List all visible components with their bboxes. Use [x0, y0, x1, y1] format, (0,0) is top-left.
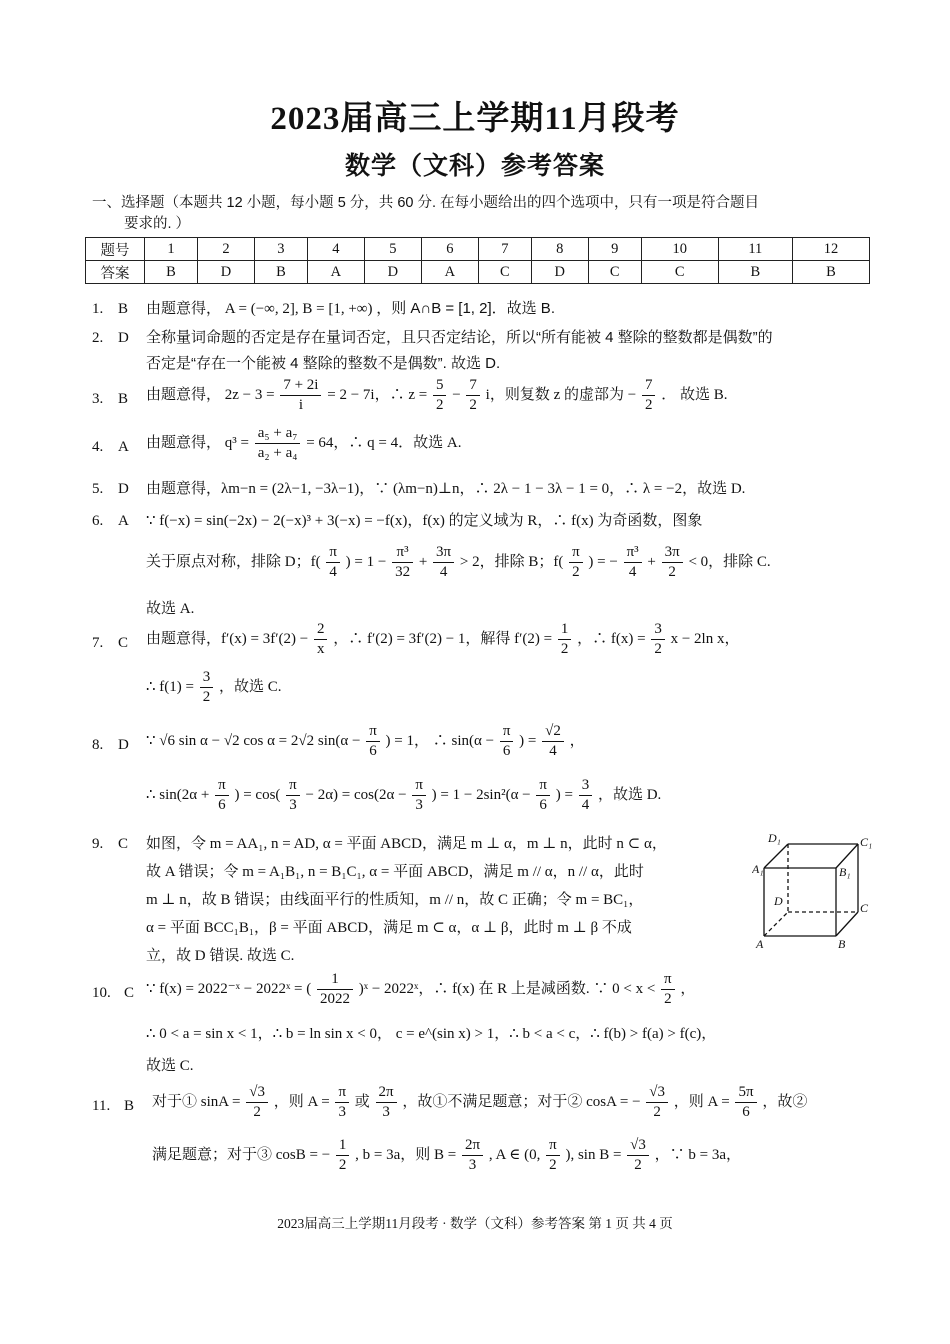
denominator: 4 [549, 743, 557, 759]
fraction [624, 543, 642, 582]
fraction [466, 376, 480, 415]
table-cell: 3 [254, 238, 307, 261]
solution-text: 全称量词命题的否定是存在量词否定，且只否定结论，所以“所有能被 4 整除的整数都是偶数”的 [146, 329, 773, 346]
table-cell: D [531, 261, 588, 284]
solution-number: 11. [92, 1098, 111, 1114]
solution-math: ) = 1， ∴ sin(α − [385, 732, 495, 749]
solution-math: ∴ sin(2α + [146, 786, 210, 803]
cube-figure [752, 828, 877, 953]
solution-math: x − 2ln x， [670, 630, 740, 647]
denominator: 3 [289, 797, 297, 813]
solution-text: ，则 A∩B = [1, 2]．故选 B. [376, 300, 555, 317]
solution-math: i，则复数 z 的虚部为 − [485, 386, 637, 403]
solution-math: q³ = [224, 434, 249, 451]
solution-text: ，∴ f′(2) = 3f′(2) − 1，解得 f′(2) = [333, 630, 553, 647]
vertex-label-C: C [860, 901, 869, 915]
solution-10-line1 [146, 970, 695, 1009]
fraction [627, 1136, 649, 1175]
denominator: 2 [668, 564, 676, 580]
denominator: 2 [653, 1104, 661, 1120]
solution-text: α = 平面 BCC₁B₁，β = 平面 ABCD，满足 m ⊂ α，α ⊥ β，此时 m ⊥ β 不成 [146, 920, 632, 936]
denominator: 32 [395, 564, 411, 580]
solution-number: 6. [92, 513, 104, 529]
table-cell: 8 [531, 238, 588, 261]
solution-math: ， [569, 732, 585, 749]
table-cell: 12 [792, 238, 869, 261]
solution-9 [92, 830, 692, 970]
solution-math: ∵ f(x) = 2022⁻ˣ − 2022ˣ = ( [146, 980, 312, 997]
fraction [642, 376, 656, 415]
numerator: √2 [542, 722, 564, 742]
denominator: 3 [338, 1104, 346, 1120]
solution-answer: B [124, 1098, 135, 1114]
solution-11-line1 [152, 1083, 807, 1122]
table-cell: B [254, 261, 307, 284]
table-cell: B [792, 261, 869, 284]
denominator: 6 [218, 797, 226, 813]
answer-table-number-row [86, 238, 870, 261]
denominator: 3 [468, 1157, 477, 1173]
denominator: 4 [329, 564, 337, 580]
solution-answer: C [118, 836, 129, 852]
numerator: 2π [376, 1083, 397, 1103]
table-cell: C [478, 261, 531, 284]
fraction [646, 1083, 668, 1122]
numerator: 1 [317, 970, 353, 990]
table-cell: 11 [718, 238, 792, 261]
denominator: a₂ + a₄ [257, 445, 298, 461]
fraction [542, 722, 564, 761]
vertex-label-D1: D₁ [768, 831, 781, 845]
denominator: 6 [742, 1104, 750, 1120]
solution-10-line2: ∴ 0 < a = sin x < 1，∴ b = ln sin x < 0， c = e^(sin x) > 1，∴ b < a < c，∴ f(b) > f(a) > f(c)， [146, 1026, 717, 1042]
vertex-label-B1: B₁ [839, 865, 851, 879]
numerator: π [546, 1136, 560, 1156]
numerator: √3 [646, 1083, 668, 1103]
solution-number: 2. [92, 330, 104, 346]
numerator: 7 + 2i [280, 376, 321, 396]
numerator: π³ [624, 543, 642, 563]
fraction [546, 1136, 560, 1175]
solution-8-line1 [146, 722, 585, 761]
denominator: 2 [572, 564, 580, 580]
numerator: π [569, 543, 583, 563]
numerator: 7 [466, 376, 480, 396]
solution-text: ，故选 D. [597, 786, 662, 803]
numerator: π [661, 970, 675, 990]
denominator: 2 [435, 397, 444, 413]
numerator: 2π [462, 1136, 483, 1156]
numerator: 3π [662, 543, 683, 563]
denominator: 2 [634, 1157, 642, 1173]
table-cell: 10 [641, 238, 718, 261]
solution-answer: D [118, 330, 129, 346]
solution-math: ) = [555, 786, 573, 803]
vertex-label-A: A [756, 937, 764, 951]
numerator: 2 [314, 620, 328, 640]
solution-answer: A [118, 513, 129, 529]
denominator: 2 [664, 991, 672, 1007]
solution-number: 4. [92, 439, 104, 455]
denominator: 2 [549, 1157, 557, 1173]
solution-8-line2 [146, 776, 661, 815]
answer-table [85, 237, 870, 284]
solution-math: ), sin B = [565, 1146, 622, 1163]
fraction [326, 543, 340, 582]
table-cell: B [718, 261, 792, 284]
denominator: 6 [539, 797, 547, 813]
numerator: √3 [627, 1136, 649, 1156]
solution-text: 关于原点对称，排除 D；f( [146, 553, 321, 570]
solution-answer: D [118, 737, 129, 753]
solution-math: > 2，排除 B；f( [459, 553, 564, 570]
solution-number: 8. [92, 737, 104, 753]
solution-text: 或 [354, 1093, 370, 1110]
numerator: 1 [558, 620, 572, 640]
fraction [286, 776, 300, 815]
section-heading [92, 193, 872, 235]
solution-text: ，故② [762, 1093, 808, 1110]
solution-6 [92, 510, 867, 532]
solution-11-line2 [152, 1136, 741, 1175]
denominator: 3 [382, 1104, 390, 1120]
fraction [735, 1083, 756, 1122]
numerator: √3 [246, 1083, 268, 1103]
solution-number: 9. [92, 836, 104, 852]
solution-6-line3: 故选 A. [146, 601, 195, 617]
section-heading-line1: 一、选择题（本题共 12 小题，每小题 5 分，共 60 分. 在每小题给出的四个选项中，只有一项是符合题目 [92, 195, 760, 211]
denominator: 6 [369, 743, 377, 759]
fraction [579, 776, 593, 815]
solution-math: , b = 3a，则 B = [355, 1146, 457, 1163]
solution-math: , A ∈ (0, [488, 1146, 541, 1163]
fraction [462, 1136, 483, 1175]
vertex-label-B: B [838, 937, 846, 951]
numerator: π [412, 776, 426, 796]
numerator: π [335, 1083, 349, 1103]
solution-text: 满足题意；对于③ cosB = − [152, 1146, 331, 1163]
table-cell: 5 [364, 238, 421, 261]
fraction [366, 722, 380, 761]
solution-text: < 0，排除 C. [688, 553, 771, 570]
solution-answer: C [124, 985, 135, 1001]
solution-answer: C [118, 635, 129, 651]
solution-7-line1 [146, 620, 739, 659]
solution-math: 对于① sinA = [152, 1093, 241, 1110]
numerator: a₅ + a₇ [255, 424, 301, 444]
fraction [246, 1083, 268, 1122]
solution-math: ，∴ f(x) = [577, 630, 646, 647]
solution-math: = 2 − 7i，∴ z = [327, 386, 428, 403]
solution-text: 由题意得， [146, 433, 222, 451]
numerator: 1 [336, 1136, 350, 1156]
table-cell: 1 [145, 238, 198, 261]
solution-math: ∴ f(1) = [146, 678, 194, 695]
solution-math: − [452, 386, 461, 403]
denominator: 3 [415, 797, 423, 813]
solution-math: ) = 1 − 2sin²(α − [431, 786, 531, 803]
table-cell: B [145, 261, 198, 284]
solution-text: )ˣ − 2022ˣ，∴ f(x) 在 R 上是减函数. ∵ 0 < x < [358, 980, 656, 997]
fraction [335, 1083, 349, 1122]
table-cell: C [641, 261, 718, 284]
solution-number: 7. [92, 635, 104, 651]
table-cell: 7 [478, 238, 531, 261]
solution-math: ) = 1 − [345, 553, 387, 570]
solution-math: = 64，∴ q = 4．故选 A. [306, 434, 462, 451]
solution-math: + [647, 553, 656, 570]
fraction [392, 543, 413, 582]
denominator: 2 [654, 641, 662, 657]
vertex-label-C1: C₁ [860, 835, 873, 849]
solution-text: 故 A 错误；令 m = A₁B₁, n = B₁C₁, α = 平面 ABCD，满足 m // α，n // α，此时 [146, 864, 644, 880]
solution-math: + [418, 553, 428, 570]
denominator: 2 [253, 1104, 261, 1120]
fraction [536, 776, 550, 815]
fraction [280, 376, 321, 415]
fraction [412, 776, 426, 815]
fraction [215, 776, 229, 815]
solution-text: ，故选 C. [219, 678, 282, 695]
numerator: π³ [392, 543, 413, 563]
solution-math: ，则 A = [273, 1093, 330, 1110]
fraction [558, 620, 572, 659]
page-title: 2023届高三上学期11月段考 [270, 101, 680, 137]
fraction [651, 620, 665, 659]
solution-number: 10. [92, 985, 111, 1001]
solution-math: 2z − 3 = [224, 386, 275, 403]
table-cell: A [307, 261, 364, 284]
vertex-label-A1: A₁ [752, 862, 764, 876]
fraction [569, 543, 583, 582]
table-cell: 4 [307, 238, 364, 261]
numerator: 5π [735, 1083, 756, 1103]
solution-text: 如图，令 m = AA₁, n = AD, α = 平面 ABCD，满足 m ⊥ α，m ⊥ n，此时 n ⊂ α， [146, 836, 667, 852]
denominator: 2 [644, 397, 653, 413]
fraction [255, 424, 301, 463]
fraction [662, 543, 683, 582]
solution-text: 由题意得，f′(x) = 3f′(2) − [146, 630, 309, 647]
solution-text: m ⊥ n，故 B 错误；由线面平行的性质知，m // n，故 C 正确；令 m = BC₁， [146, 892, 644, 908]
fraction [200, 668, 214, 707]
denominator: 4 [439, 564, 448, 580]
denominator: 6 [502, 743, 511, 759]
section-heading-line2: 要求的. ） [124, 216, 191, 232]
solution-math: ∵ √6 sin α − √2 cos α = 2√2 sin(α − [146, 732, 361, 749]
solution-10-line3: 故选 C. [146, 1058, 194, 1074]
table-cell: D [197, 261, 254, 284]
solution-text: 由题意得， [146, 300, 222, 317]
vertex-label-D: D [774, 894, 783, 908]
solution-math: ，∵ b = 3a， [654, 1146, 742, 1163]
solution-answer: B [118, 301, 129, 317]
page-footer: 2023届高三上学期11月段考 · 数学（文科）参考答案 第 1 页 共 4 页 [277, 1216, 673, 1231]
solution-text: 立，故 D 错误. 故选 C. [146, 948, 295, 964]
denominator: i [298, 397, 303, 413]
numerator: 5 [433, 376, 447, 396]
solution-3 [92, 376, 867, 415]
numerator: 3 [200, 668, 214, 688]
solution-6-line2 [146, 543, 771, 582]
numerator: π [500, 722, 514, 742]
fraction [336, 1136, 350, 1175]
denominator: 2 [469, 397, 477, 413]
denominator: 2 [338, 1157, 347, 1173]
fraction [376, 1083, 397, 1122]
numerator: π [536, 776, 550, 796]
table-cell: 2 [197, 238, 254, 261]
row-label-number: 题号 [86, 238, 145, 261]
solution-math: ，则 A = [673, 1093, 730, 1110]
solution-math: ) = [519, 732, 537, 749]
solution-text: ∵ f(−x) = sin(−2x) − 2(−x)³ + 3(−x) = −f(x)，f(x) 的定义域为 R，∴ f(x) 为奇函数，图象 [146, 513, 703, 529]
denominator: 2 [202, 689, 211, 705]
solution-text: ，故①不满足题意；对于② cosA = − [402, 1093, 641, 1110]
numerator: 3π [433, 543, 454, 563]
fraction [433, 376, 447, 415]
solution-answer: A [118, 439, 129, 455]
solution-number: 3. [92, 391, 104, 407]
solution-5 [92, 478, 867, 500]
answer-table-answer-row [86, 261, 870, 284]
solution-4 [92, 424, 867, 463]
solution-text: 由题意得，λm−n = (2λ−1, −3λ−1)，∵ (λm−n)⊥n，∴ 2λ − 1 − 3λ − 1 = 0，∴ λ = −2，故选 D. [146, 481, 746, 497]
solution-answer: B [118, 391, 129, 407]
denominator: 2 [560, 641, 569, 657]
table-cell: C [588, 261, 641, 284]
solution-text: 否定是“存在一个能被 4 整除的整数不是偶数”. 故选 D. [146, 355, 501, 372]
solution-math: − 2α) = cos(2α − [305, 786, 407, 803]
solution-math: ) = cos( [234, 786, 281, 803]
solution-2 [92, 327, 867, 375]
table-cell: A [421, 261, 478, 284]
solution-1 [92, 298, 867, 320]
numerator: π [366, 722, 380, 742]
solution-answer: D [118, 481, 129, 497]
fraction [433, 543, 454, 582]
row-label-answer: 答案 [86, 261, 145, 284]
solution-text: ， [680, 980, 696, 997]
table-cell: 6 [421, 238, 478, 261]
solution-math: ) = − [588, 553, 618, 570]
page-subtitle: 数学（文科）参考答案 [344, 153, 605, 180]
solution-number: 5. [92, 481, 104, 497]
numerator: π [286, 776, 300, 796]
solution-math: ． 故选 B. [661, 386, 728, 403]
numerator: 7 [642, 376, 656, 396]
numerator: π [326, 543, 340, 563]
denominator: 4 [628, 564, 637, 580]
fraction [314, 620, 328, 659]
fraction [317, 970, 353, 1009]
solution-text: 由题意得， [146, 385, 222, 403]
denominator: 2022 [320, 991, 350, 1007]
fraction [500, 722, 514, 761]
numerator: π [215, 776, 229, 796]
solution-number: 1. [92, 301, 104, 317]
denominator: x [316, 641, 325, 657]
numerator: 3 [651, 620, 665, 640]
numerator: 3 [579, 776, 593, 796]
solution-7-line2 [146, 668, 282, 707]
fraction [661, 970, 675, 1009]
table-cell: D [364, 261, 421, 284]
table-cell: 9 [588, 238, 641, 261]
denominator: 4 [581, 797, 590, 813]
solution-math: A = (−∞, 2], B = [1, +∞) [224, 301, 373, 317]
